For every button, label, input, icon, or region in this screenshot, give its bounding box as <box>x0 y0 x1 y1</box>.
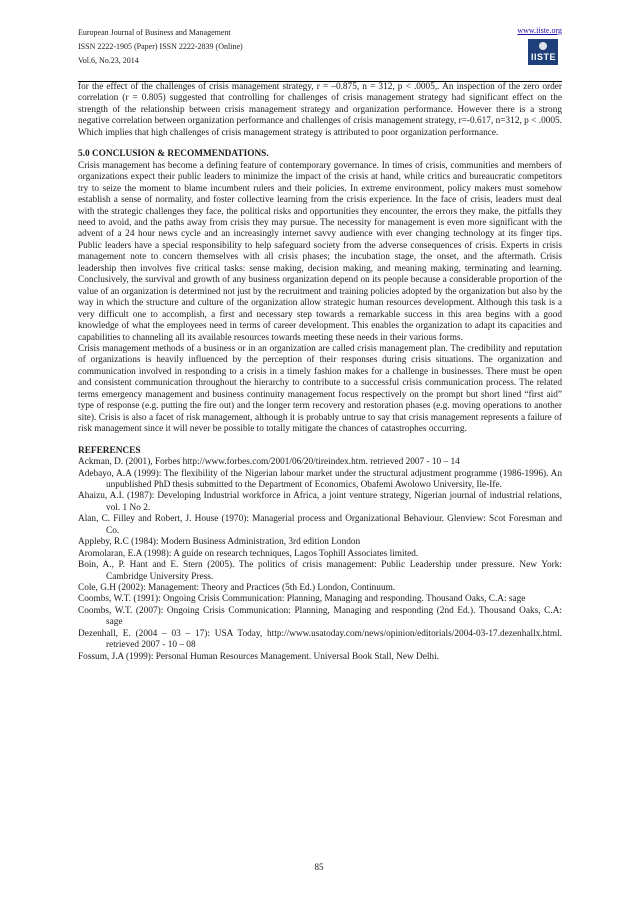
reference-item: Dezenhall, E. (2004 – 03 – 17): USA Today, http://www.usatoday.com/news/opinion/editorials/2004-03-17.dezenhallx.html. retrieved 2007 - 10 – 08 <box>78 628 562 651</box>
reference-list <box>78 457 562 663</box>
reference-item: Ackman, D. (2001), Forbes http://www.forbes.com/2001/06/20/tireindex.htm. retrieved 2007 - 10 – 14 <box>78 457 460 468</box>
issn-line: ISSN 2222-1905 (Paper) ISSN 2222-2839 (Online) <box>78 42 243 51</box>
website-link[interactable]: www.iiste.org <box>517 26 562 35</box>
section-heading: 5.0 CONCLUSION & RECOMMENDATIONS. <box>78 149 269 160</box>
journal-name: European Journal of Business and Management <box>78 28 231 37</box>
references-heading: REFERENCES <box>78 445 141 456</box>
volume-line: Vol.6, No.23, 2014 <box>78 56 139 65</box>
conclusion-paragraph-1: Crisis management has become a defining feature of contemporary governance. In times of crisis, communities and members of organizations expect their public leaders to minimize the impact of the crisis at hand, while critics and bureaucratic competitors try to seize the moment to blame incumbent rulers and their policies. In extreme environment, policy makers must somehow establish a sense of normality, and foster collective learning from the crisis experience. In the face of crisis, leaders must deal with the strategic challenges they face, the political risks and opportunities they encounter, the errors they make, the pitfalls they need to avoid, and the paths away from crisis they may pursue. The necessity for management is even more significant with the advent of a 24 hour news cycle and an increasingly internet savvy audience with ever changing technology at its finger tips. Public leaders have a special responsibility to help safeguard society from the adverse consequences of crisis. Experts in crisis management note to concern themselves with all crisis phases; the incubation stage, the onset, and the aftermath. Crisis leadership then involves five critical tasks: sense making, decision making, and meaning making, terminating and learning. Conclusively, the survival and growth of any business organization depend on its people because a considerable proportion of the value of an organization is determined not just by the recruitment and training policies adopted by the organization but also by the way in which the structure and culture of the organization allow strategic human resources development. Although this task is a very difficult one to accomplish, a first and necessary step towards a remarkable success in this area begins with a good knowledge of what the employees need in terms of career development. This enables the organization to adapt its capacities and capabilities to channeling all its available resources towards meeting these needs in their various forms. <box>78 160 562 343</box>
page-number: 85 <box>314 862 324 872</box>
reference-item: Aromolaran, E.A (1998): A guide on research techniques, Lagos Tophill Associates limited. <box>78 548 419 559</box>
reference-item: Ahaizu, A.I. (1987): Developing Industrial workforce in Africa, a joint venture strategy, Nigerian journal of industrial relations, vol. 1 No 2. <box>78 491 562 513</box>
reference-item: Coombs, W.T. (2007): Ongoing Crisis Communication: Planning, Managing and responding (2nd Ed.). Thousand Oaks, C.A: sage <box>78 605 562 628</box>
intro-paragraph: for the effect of the challenges of crisis management strategy, r = –0.875, n = 312, p < .0005,. An inspection of the zero order correlation (r = 0.805) suggested that controlling for challenges of crisis management strategy had significant effect on the strength of the relationship between crisis management strategy and organization performance. However there is a strong negative correlation between organization performance and challenges of crisis management strategy, r=-0.617, n=312, p < .0005. Which implies that high challenges of crisis management strategy is attributed to poor organization performance. <box>78 82 562 138</box>
article-body <box>78 82 562 663</box>
header-divider <box>78 81 562 82</box>
iiste-logo <box>528 39 558 65</box>
page <box>78 26 562 663</box>
reference-item: Cole, G.H (2002): Management: Theory and Practices (5th Ed.) London, Continuum. <box>78 583 396 594</box>
reference-item: Boin, A., P. Hant and E. Stern (2005). The politics of crisis management: Public Leadership under pressure. New York: Cambridge University Press. <box>78 560 562 582</box>
reference-item: Appleby, R.C (1984): Modern Business Administration, 3rd edition London <box>78 537 361 548</box>
reference-item: Fossum, J.A (1999): Personal Human Resources Management. Universal Book Stall, New Delhi. <box>78 651 439 662</box>
page-header <box>78 26 562 82</box>
reference-item: Coombs, W.T. (1991): Ongoing Crisis Communication: Planning, Managing and responding. Thousand Oaks, C.A: sage <box>78 594 526 605</box>
conclusion-paragraph-2: Crisis management methods of a business or in an organization are called crisis management plan. The credibility and reputation of organizations is heavily influenced by the perception of their responses during crisis situations. The organization and communication involved in responding to a crisis in a timely fashion makes for a challenge in businesses. There must be open and consistent communication throughout the hierarchy to contribute to a successful crisis communication process. The related terms emergency management and business continuity management focus respectively on the prompt but short lined “first aid” type of response (e.g. putting the fire out) and the longer term recovery and restoration phases (e.g. moving operations to another site). Crisis is also a facet of risk management, although it is probably untrue to say that crisis management represents a failure of risk management since it will never be possible to totally mitigate the chances of catastrophes occurring. <box>78 343 562 435</box>
reference-item: Alan, C. Filley and Robert, J. House (1970): Managerial process and Organizational Behaviour. Glenview: Scot Foresman and Co. <box>78 514 562 536</box>
logo-text: IISTE <box>531 52 557 62</box>
reference-item: Adebayo, A.A (1999): The flexibility of the Nigerian labour market under the structural adjustment programme (1986-1996). An unpublished PhD thesis submitted to the Department of Economics, Obafemi Awolowo University, Ile-Ife. <box>78 468 562 490</box>
